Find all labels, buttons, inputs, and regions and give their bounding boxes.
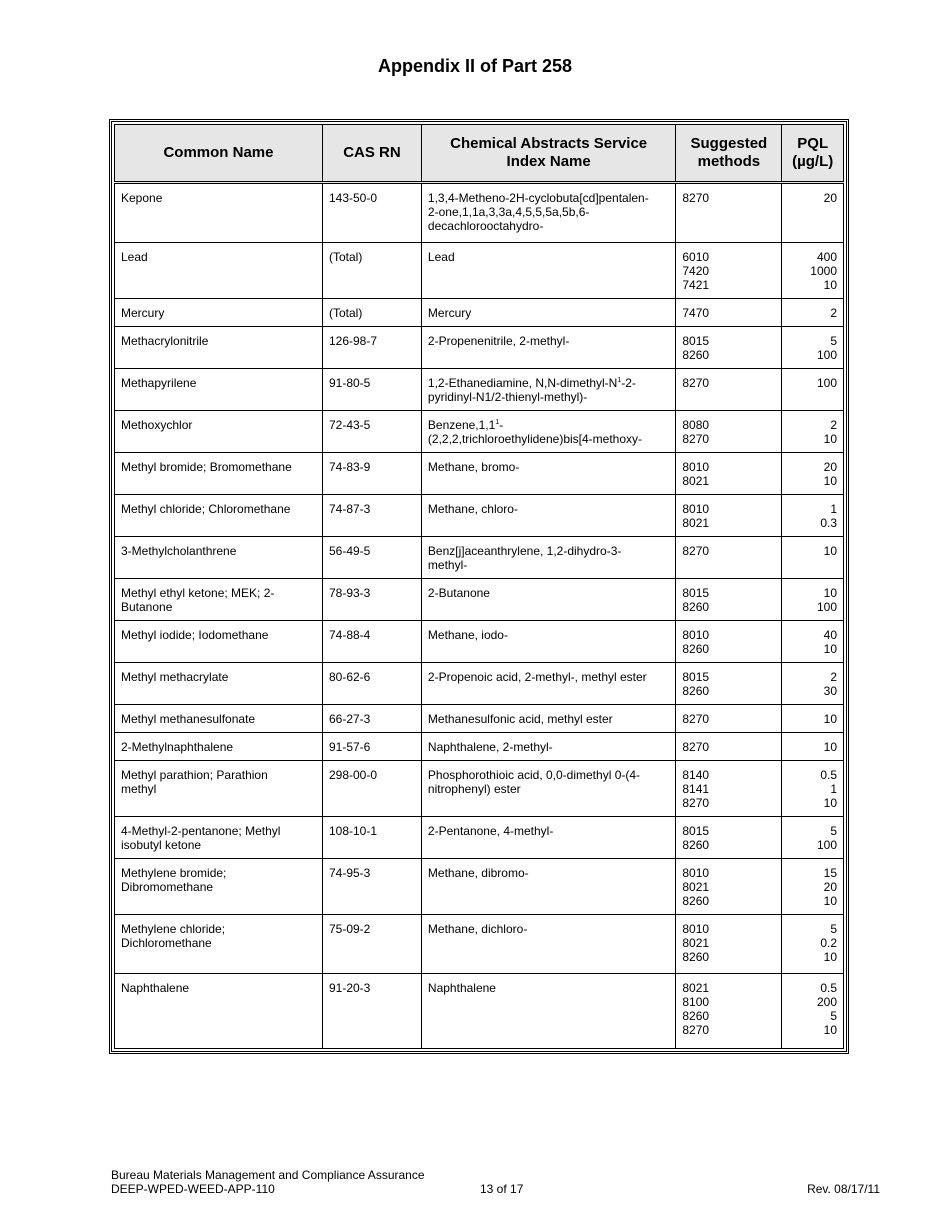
cell-cas-rn-line: (Total) xyxy=(328,306,363,320)
cell-pql xyxy=(782,621,844,663)
cell-common-name-line: Methyl bromide; Bromomethane xyxy=(121,460,292,474)
header-methods-line1: Suggested xyxy=(690,135,768,152)
cell-common-name-line: 4-Methyl-2-pentanone; Methyl xyxy=(121,824,281,838)
cell-index-name xyxy=(421,915,675,974)
cell-index-name-line: 2-Pentanone, 4-methyl- xyxy=(427,824,554,838)
cell-pql-line: 10 xyxy=(823,474,837,488)
cell-index-name xyxy=(421,183,675,243)
cell-index-name-line: Naphthalene, 2-methyl- xyxy=(427,740,553,754)
cell-common-name xyxy=(115,663,323,705)
cell-common-name xyxy=(115,761,323,817)
table-header-row xyxy=(115,125,844,183)
footer-left xyxy=(111,1168,425,1196)
table-body xyxy=(115,183,844,1049)
table-row xyxy=(115,537,844,579)
cell-common-name-line: Dichloromethane xyxy=(121,936,212,950)
cell-pql-line: 10 xyxy=(823,1023,837,1037)
cell-cas-rn xyxy=(322,411,421,453)
cell-cas-rn-line: 75-09-2 xyxy=(328,922,371,936)
cell-cas-rn xyxy=(322,733,421,761)
cell-common-name xyxy=(115,537,323,579)
cell-cas-rn-line: 80-62-6 xyxy=(328,670,371,684)
cell-pql-line: 200 xyxy=(816,995,837,1009)
cell-pql-line: 1 xyxy=(830,502,837,516)
cell-common-name-line: Methylene chloride; xyxy=(121,922,226,936)
cell-pql xyxy=(782,327,844,369)
table-row xyxy=(115,183,844,243)
cell-common-name-line: Methyl chloride; Chloromethane xyxy=(121,502,291,516)
cell-cas-rn xyxy=(322,243,421,299)
cell-common-name-line: methyl xyxy=(121,782,157,796)
cell-methods-line: 8015 xyxy=(682,334,710,348)
cell-index-name-line: Naphthalene xyxy=(427,981,496,995)
cell-methods-line: 8021 xyxy=(682,516,710,530)
cell-methods xyxy=(676,537,782,579)
cell-index-name-line: Methane, dibromo- xyxy=(427,866,529,880)
cell-cas-rn-line: (Total) xyxy=(328,250,363,264)
cell-methods-line: 8270 xyxy=(682,740,710,754)
cell-pql-line: 100 xyxy=(816,600,837,614)
cell-pql-line: 10 xyxy=(823,894,837,908)
cell-pql-line: 1000 xyxy=(810,264,837,278)
cell-pql-line: 100 xyxy=(816,348,837,362)
cell-cas-rn xyxy=(322,817,421,859)
cell-common-name xyxy=(115,733,323,761)
cell-cas-rn xyxy=(322,327,421,369)
cell-methods-line: 8270 xyxy=(682,1023,710,1037)
cell-common-name-line: Butanone xyxy=(121,600,173,614)
table-row xyxy=(115,579,844,621)
cell-methods xyxy=(676,243,782,299)
cell-methods-line: 8021 xyxy=(682,474,710,488)
cell-common-name xyxy=(115,705,323,733)
cell-pql xyxy=(782,453,844,495)
cell-common-name-line: Methylene bromide; xyxy=(121,866,227,880)
table-row xyxy=(115,411,844,453)
cell-cas-rn-line: 74-87-3 xyxy=(328,502,371,516)
cell-index-name xyxy=(421,579,675,621)
cell-index-name xyxy=(421,859,675,915)
cell-common-name-line: 3-Methylcholanthrene xyxy=(121,544,237,558)
cell-pql-line: 20 xyxy=(823,191,837,205)
cell-methods-line: 8270 xyxy=(682,712,710,726)
cell-common-name-line: Naphthalene xyxy=(121,981,190,995)
cell-common-name xyxy=(115,817,323,859)
table-row xyxy=(115,327,844,369)
cell-methods xyxy=(676,453,782,495)
cell-cas-rn xyxy=(322,579,421,621)
cell-index-name-line: Methane, dichloro- xyxy=(427,922,528,936)
cell-index-name-line: Mercury xyxy=(427,306,472,320)
cell-cas-rn-line: 143-50-0 xyxy=(328,191,378,205)
cell-common-name-line: Methyl parathion; Parathion xyxy=(121,768,268,782)
cell-index-name-line: 2-Propenoic acid, 2-methyl-, methyl ester xyxy=(427,670,647,684)
cell-methods xyxy=(676,183,782,243)
cell-common-name-line: Methyl methacrylate xyxy=(121,670,229,684)
cell-methods-line: 8140 xyxy=(682,768,710,782)
table-row xyxy=(115,915,844,974)
cell-cas-rn-line: 74-95-3 xyxy=(328,866,371,880)
cell-methods-line: 6010 xyxy=(682,250,710,264)
cell-cas-rn-line: 108-10-1 xyxy=(328,824,378,838)
cell-methods-line: 8100 xyxy=(682,995,710,1009)
cell-pql xyxy=(782,663,844,705)
cell-common-name xyxy=(115,183,323,243)
cell-index-name-line: nitrophenyl) ester xyxy=(427,782,521,796)
cell-index-name xyxy=(421,663,675,705)
footer-doc-id: DEEP-WPED-WEED-APP-110 xyxy=(111,1182,275,1196)
cell-common-name xyxy=(115,369,323,411)
cell-methods xyxy=(676,761,782,817)
cell-index-name-line: Methane, bromo- xyxy=(427,460,520,474)
cell-methods-line: 8080 xyxy=(682,418,710,432)
cell-common-name-line: Methoxychlor xyxy=(121,418,193,432)
table-row xyxy=(115,663,844,705)
cell-pql-line: 10 xyxy=(823,544,837,558)
cell-methods-line: 8270 xyxy=(682,376,710,390)
cell-index-name xyxy=(421,621,675,663)
cell-methods-line: 8010 xyxy=(682,502,710,516)
page-title: Appendix II of Part 258 xyxy=(377,56,573,76)
cell-index-name-line: Phosphorothioic acid, 0,0-dimethyl 0-(4- xyxy=(427,768,641,782)
cell-pql-line: 2 xyxy=(830,670,837,684)
cell-cas-rn-line: 72-43-5 xyxy=(328,418,371,432)
cell-pql xyxy=(782,761,844,817)
cell-methods xyxy=(676,327,782,369)
cell-pql-line: 40 xyxy=(823,628,837,642)
cell-pql xyxy=(782,537,844,579)
cell-pql xyxy=(782,369,844,411)
cell-index-name xyxy=(421,369,675,411)
cell-cas-rn xyxy=(322,299,421,327)
cell-common-name xyxy=(115,621,323,663)
cell-methods-line: 8141 xyxy=(682,782,710,796)
table-row xyxy=(115,453,844,495)
cell-pql xyxy=(782,299,844,327)
cell-methods xyxy=(676,663,782,705)
table-row xyxy=(115,761,844,817)
cell-pql-line: 10 xyxy=(823,950,837,964)
cell-pql-line: 2 xyxy=(830,418,837,432)
footer-org: Bureau Materials Management and Compliance Assurance xyxy=(111,1168,425,1182)
cell-methods-line: 8021 xyxy=(682,936,710,950)
cell-index-name xyxy=(421,327,675,369)
cell-pql xyxy=(782,817,844,859)
cell-methods xyxy=(676,915,782,974)
cell-cas-rn xyxy=(322,621,421,663)
cell-methods-line: 8260 xyxy=(682,894,710,908)
cell-index-name-line: Methane, iodo- xyxy=(427,628,508,642)
table-row xyxy=(115,621,844,663)
cell-pql-line: 15 xyxy=(823,866,837,880)
cell-cas-rn-line: 66-27-3 xyxy=(328,712,371,726)
cell-index-name-line: 1,2-Ethanediamine, $N,N-dimethyl-N^1-2-$ xyxy=(427,376,636,390)
cell-methods-line: 8270 xyxy=(682,432,710,446)
cell-pql xyxy=(782,915,844,974)
cell-methods xyxy=(676,621,782,663)
cell-cas-rn xyxy=(322,495,421,537)
cell-index-name-line: (2,2,2,trichloroethylidene)bis[4-methoxy- xyxy=(427,432,643,446)
cell-cas-rn-line: 91-20-3 xyxy=(328,981,371,995)
cell-common-name xyxy=(115,579,323,621)
cell-methods xyxy=(676,411,782,453)
cell-methods-line: 8015 xyxy=(682,586,710,600)
cell-cas-rn-line: 91-80-5 xyxy=(328,376,371,390)
cell-pql-line: 1 xyxy=(830,782,837,796)
cell-cas-rn xyxy=(322,915,421,974)
cell-common-name-line: Kepone xyxy=(121,191,163,205)
cell-index-name xyxy=(421,453,675,495)
cell-common-name-line: Methyl iodide; Iodomethane xyxy=(121,628,269,642)
cell-cas-rn-line: 298-00-0 xyxy=(328,768,378,782)
cell-cas-rn-line: 126-98-7 xyxy=(328,334,378,348)
cell-methods-line: 8010 xyxy=(682,922,710,936)
cell-methods-line: 8021 xyxy=(682,880,710,894)
cell-index-name-line: Benz[j]aceanthrylene, 1,2-dihydro-3- xyxy=(427,544,622,558)
cell-common-name xyxy=(115,495,323,537)
cell-common-name-line: 2-Methylnaphthalene xyxy=(121,740,234,754)
cell-common-name xyxy=(115,453,323,495)
cell-cas-rn xyxy=(322,183,421,243)
cell-common-name xyxy=(115,299,323,327)
header-index-name-line2: Index Name xyxy=(506,153,591,170)
cell-pql-line: 400 xyxy=(816,250,837,264)
cell-methods-line: 7421 xyxy=(682,278,710,292)
cell-index-name-line: decachlorooctahydro- xyxy=(427,219,544,233)
cell-common-name xyxy=(115,859,323,915)
header-pql-line1: PQL xyxy=(797,135,829,152)
cell-index-name-line: Lead xyxy=(427,250,455,264)
cell-methods-line: 8015 xyxy=(682,824,710,838)
cell-cas-rn-line: 74-88-4 xyxy=(328,628,371,642)
cell-index-name-line: 2-Butanone xyxy=(427,586,490,600)
cell-methods-line: 8270 xyxy=(682,191,710,205)
cell-common-name xyxy=(115,915,323,974)
cell-methods-line: 8270 xyxy=(682,796,710,810)
cell-index-name xyxy=(421,299,675,327)
cell-pql-line: 20 xyxy=(823,460,837,474)
cell-cas-rn xyxy=(322,453,421,495)
cell-methods-line: 8270 xyxy=(682,544,710,558)
cell-pql-line: 10 xyxy=(823,586,837,600)
cell-methods xyxy=(676,974,782,1049)
table-row xyxy=(115,369,844,411)
cell-methods-line: 8260 xyxy=(682,600,710,614)
table-row xyxy=(115,733,844,761)
cell-pql-line: 5 xyxy=(830,1009,837,1023)
cell-pql xyxy=(782,705,844,733)
cell-cas-rn-line: 56-49-5 xyxy=(328,544,371,558)
cell-methods xyxy=(676,495,782,537)
cell-index-name-line: 1,3,4-Metheno-2H-cyclobuta[cd]pentalen- xyxy=(427,191,649,205)
header-pql-line2: (µg/L) xyxy=(792,153,834,170)
cell-common-name xyxy=(115,411,323,453)
cell-methods xyxy=(676,299,782,327)
cell-cas-rn xyxy=(322,761,421,817)
cell-pql xyxy=(782,733,844,761)
cell-common-name xyxy=(115,243,323,299)
cell-index-name xyxy=(421,411,675,453)
cell-index-name-line: Methane, chloro- xyxy=(427,502,518,516)
table-row xyxy=(115,974,844,1049)
cell-cas-rn xyxy=(322,974,421,1049)
table-row xyxy=(115,705,844,733)
cell-common-name-line: Methyl methanesulfonate xyxy=(121,712,256,726)
cell-index-name-line: methyl- xyxy=(427,558,468,572)
cell-methods xyxy=(676,705,782,733)
cell-index-name-line: Benzene,1,1$^1$- xyxy=(427,418,504,432)
cell-index-name-line: pyridinyl-N1/2-thienyl-methyl)- xyxy=(427,390,588,404)
cell-methods-line: 7470 xyxy=(682,306,710,320)
cell-pql xyxy=(782,579,844,621)
header-pql xyxy=(782,125,844,183)
cell-common-name-line: Methyl ethyl ketone; MEK; 2- xyxy=(121,586,275,600)
cell-index-name-line: 2-one,1,1a,3,3a,4,5,5,5a,5b,6- xyxy=(427,205,590,219)
cell-pql-line: 20 xyxy=(823,880,837,894)
footer-page-number: 13 of 17 xyxy=(480,1182,524,1196)
cell-pql-line: 5 xyxy=(830,922,837,936)
header-index-name-line1: Chemical Abstracts Service xyxy=(450,135,648,152)
cell-index-name xyxy=(421,243,675,299)
cell-methods-line: 8260 xyxy=(682,348,710,362)
cell-pql xyxy=(782,411,844,453)
cell-methods-line: 8260 xyxy=(682,642,710,656)
cell-cas-rn-line: 78-93-3 xyxy=(328,586,371,600)
cell-cas-rn xyxy=(322,859,421,915)
cell-methods-line: 8260 xyxy=(682,838,710,852)
cell-pql-line: 2 xyxy=(830,306,837,320)
appendix-table xyxy=(109,119,849,1054)
header-index-name xyxy=(421,125,675,183)
table-row xyxy=(115,299,844,327)
cell-index-name xyxy=(421,705,675,733)
cell-pql-line: 10 xyxy=(823,712,837,726)
cell-pql-line: 10 xyxy=(823,278,837,292)
cell-pql-line: 10 xyxy=(823,796,837,810)
cell-pql-line: 0.5 xyxy=(820,981,837,995)
cell-pql xyxy=(782,243,844,299)
cell-pql xyxy=(782,859,844,915)
cell-common-name-line: isobutyl ketone xyxy=(121,838,202,852)
cell-methods-line: 7420 xyxy=(682,264,710,278)
cell-methods-line: 8260 xyxy=(682,684,710,698)
cell-methods xyxy=(676,859,782,915)
cell-index-name-line: Methanesulfonic acid, methyl ester xyxy=(427,712,613,726)
cell-methods xyxy=(676,579,782,621)
cell-index-name xyxy=(421,817,675,859)
cell-methods xyxy=(676,817,782,859)
cell-pql xyxy=(782,974,844,1049)
cell-pql-line: 30 xyxy=(823,684,837,698)
cell-cas-rn xyxy=(322,537,421,579)
cell-methods xyxy=(676,369,782,411)
cell-pql-line: 0.2 xyxy=(820,936,837,950)
cell-pql-line: 10 xyxy=(823,642,837,656)
cell-pql-line: 100 xyxy=(816,376,837,390)
cell-cas-rn xyxy=(322,369,421,411)
cell-methods-line: 8010 xyxy=(682,866,710,880)
cell-index-name xyxy=(421,733,675,761)
table-row xyxy=(115,859,844,915)
cell-methods-line: 8015 xyxy=(682,670,710,684)
cell-common-name-line: Methacrylonitrile xyxy=(121,334,209,348)
cell-common-name-line: Lead xyxy=(121,250,148,264)
header-methods-line2: methods xyxy=(697,153,761,170)
cell-index-name xyxy=(421,761,675,817)
cell-methods-line: 8260 xyxy=(682,1009,710,1023)
cell-pql-line: 5 xyxy=(830,824,837,838)
cell-pql-line: 5 xyxy=(830,334,837,348)
header-common-name: Common Name xyxy=(115,125,323,183)
cell-cas-rn xyxy=(322,705,421,733)
cell-index-name xyxy=(421,495,675,537)
cell-common-name-line: Mercury xyxy=(121,306,165,320)
cell-cas-rn xyxy=(322,663,421,705)
header-methods xyxy=(676,125,782,183)
cell-index-name xyxy=(421,974,675,1049)
table-row xyxy=(115,243,844,299)
cell-pql-line: 100 xyxy=(816,838,837,852)
cell-methods-line: 8021 xyxy=(682,981,710,995)
table-row xyxy=(115,495,844,537)
cell-cas-rn-line: 74-83-9 xyxy=(328,460,371,474)
cell-pql-line: 0.3 xyxy=(820,516,837,530)
cell-pql-line: 10 xyxy=(823,432,837,446)
cell-common-name-line: Methapyrilene xyxy=(121,376,197,390)
footer-revision: Rev. 08/17/11 xyxy=(807,1182,880,1196)
cell-index-name xyxy=(421,537,675,579)
cell-methods-line: 8010 xyxy=(682,628,710,642)
cell-common-name xyxy=(115,974,323,1049)
cell-pql-line: 10 xyxy=(823,740,837,754)
cell-pql xyxy=(782,183,844,243)
table-row xyxy=(115,817,844,859)
cell-pql-line: 0.5 xyxy=(820,768,837,782)
header-cas-rn: CAS RN xyxy=(322,125,421,183)
cell-cas-rn-line: 91-57-6 xyxy=(328,740,371,754)
cell-methods-line: 8010 xyxy=(682,460,710,474)
cell-methods xyxy=(676,733,782,761)
cell-methods-line: 8260 xyxy=(682,950,710,964)
cell-common-name-line: Dibromomethane xyxy=(121,880,214,894)
cell-index-name-line: 2-Propenenitrile, 2-methyl- xyxy=(427,334,570,348)
cell-common-name xyxy=(115,327,323,369)
cell-pql xyxy=(782,495,844,537)
